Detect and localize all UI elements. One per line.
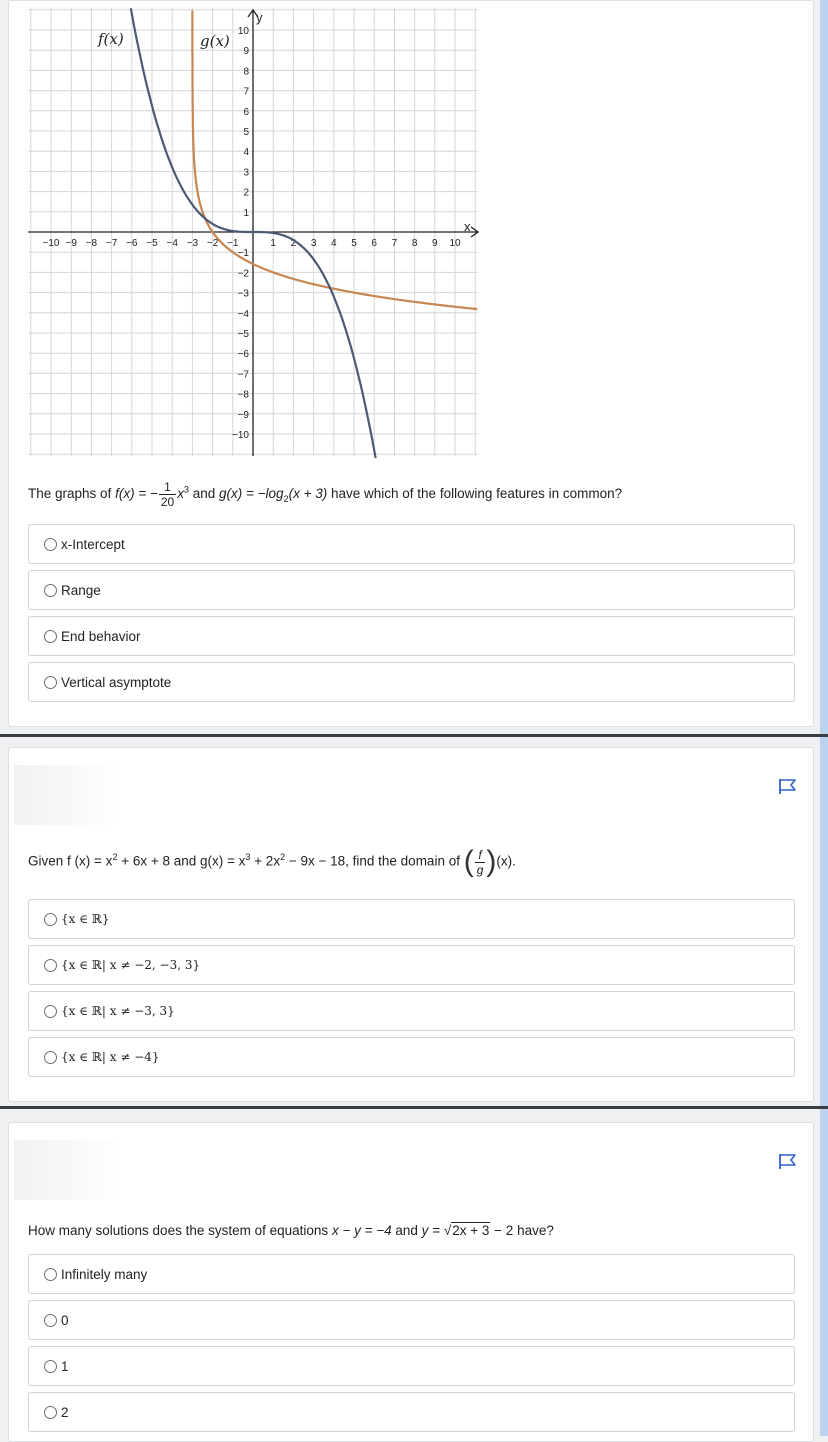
y-tick-label: 10	[237, 26, 249, 37]
graph-tick-labels	[43, 26, 461, 441]
f-curve	[131, 8, 377, 458]
radio-button[interactable]	[44, 1005, 57, 1018]
flag-icon[interactable]	[777, 1152, 797, 1170]
q3-option-1[interactable]: 1	[28, 1346, 795, 1386]
radio-button[interactable]	[44, 1406, 57, 1419]
x-tick-label: −9	[65, 238, 77, 249]
y-tick-label: 1	[243, 207, 249, 219]
x-tick-label: −2	[206, 238, 219, 249]
x-tick-label: −6	[126, 238, 138, 249]
y-tick-label: −5	[237, 329, 249, 340]
y-tick-label: −4	[237, 308, 249, 320]
y-tick-label: −9	[237, 409, 249, 421]
y-tick-label: −2	[237, 268, 249, 280]
g-label: g(x)	[200, 32, 230, 50]
y-axis-label: y	[256, 10, 263, 25]
y-tick-label: −7	[237, 369, 249, 381]
y-tick-label: 8	[243, 66, 249, 78]
radio-button[interactable]	[44, 959, 57, 972]
x-tick-label: −4	[166, 238, 178, 249]
q1-option-vertical-asymptote[interactable]: Vertical asymptote	[28, 662, 795, 702]
question-2-text: Given f $(x) = x^2 + 6x + 8$ and $g(x) = x^3 + 2x^2 - 9x - 18$, find the domain of ( $\frac{f}{g}$ )(x).	[28, 845, 516, 878]
function-graph	[28, 8, 480, 458]
y-tick-label: −3	[237, 288, 249, 300]
radio-button[interactable]	[44, 1314, 57, 1327]
right-scroll-strip	[820, 0, 828, 1436]
q3-option-2[interactable]: 2	[28, 1392, 795, 1432]
x-axis-label: x	[464, 219, 471, 234]
section-divider	[0, 734, 828, 737]
section-divider	[0, 1106, 828, 1109]
q1-option-end-behavior[interactable]: End behavior	[28, 616, 795, 656]
y-tick-label: −10	[232, 430, 249, 441]
x-tick-label: −5	[146, 238, 158, 249]
faded-question-header	[14, 1140, 124, 1200]
radio-button[interactable]	[44, 676, 57, 689]
y-tick-label: 3	[243, 167, 249, 179]
y-tick-label: 9	[243, 46, 249, 58]
q2-option-all-reals[interactable]: {x ∈ ℝ}	[28, 899, 795, 939]
q2-option-excl-neg4[interactable]: {x ∈ ℝ| x ≠ −4}	[28, 1037, 795, 1077]
y-tick-label: −1	[237, 248, 249, 260]
question-1-text: The graphs of f(x) = − $\frac{1}{20}$ $x^3$ and $g(x) = -\log_2(x + 3)$ have which of the following features in common?	[28, 480, 623, 509]
radio-button[interactable]	[44, 630, 57, 643]
x-tick-label: −1	[227, 238, 239, 249]
x-tick-label: −8	[85, 238, 98, 249]
y-tick-label: 2	[243, 187, 249, 199]
x-tick-label: 10	[449, 238, 461, 249]
x-tick-label: 6	[371, 238, 377, 249]
q3-option-infinitely-many[interactable]: Infinitely many	[28, 1254, 795, 1294]
radio-button[interactable]	[44, 1360, 57, 1373]
x-tick-label: 4	[331, 238, 337, 249]
radio-button[interactable]	[44, 1051, 57, 1064]
q3-option-0[interactable]: 0	[28, 1300, 795, 1340]
x-tick-label: 1	[270, 238, 276, 249]
y-tick-label: −6	[237, 349, 249, 361]
x-tick-label: 8	[411, 238, 418, 249]
f-label: f(x)	[98, 30, 124, 48]
x-tick-label: −3	[186, 238, 199, 249]
radio-button[interactable]	[44, 1268, 57, 1281]
y-tick-label: 7	[243, 86, 249, 98]
x-tick-label: −7	[105, 238, 118, 249]
x-tick-label: 3	[310, 238, 317, 249]
radio-button[interactable]	[44, 913, 57, 926]
x-tick-label: 9	[432, 238, 438, 249]
x-tick-label: 7	[391, 238, 398, 249]
radio-button[interactable]	[44, 538, 57, 551]
x-tick-label: 2	[290, 238, 297, 249]
question-3-text: How many solutions does the system of equations x − y = −4 and y = √2x + 3 − 2 have?	[28, 1223, 554, 1238]
y-tick-label: 6	[243, 106, 249, 118]
q1-option-x-intercept[interactable]: x-Intercept	[28, 524, 795, 564]
radio-button[interactable]	[44, 584, 57, 597]
x-tick-label: 5	[351, 238, 357, 249]
y-tick-label: −8	[237, 389, 249, 401]
q1-option-range[interactable]: Range	[28, 570, 795, 610]
x-tick-label: −10	[42, 238, 60, 249]
q2-option-excl-neg3-3[interactable]: {x ∈ ℝ| x ≠ −3, 3}	[28, 991, 795, 1031]
q2-option-excl-neg2-neg3-3[interactable]: {x ∈ ℝ| x ≠ −2, −3, 3}	[28, 945, 795, 985]
flag-icon[interactable]	[777, 777, 797, 795]
y-tick-label: 5	[243, 127, 249, 138]
faded-question-header	[14, 765, 124, 825]
y-tick-label: 4	[243, 147, 249, 159]
